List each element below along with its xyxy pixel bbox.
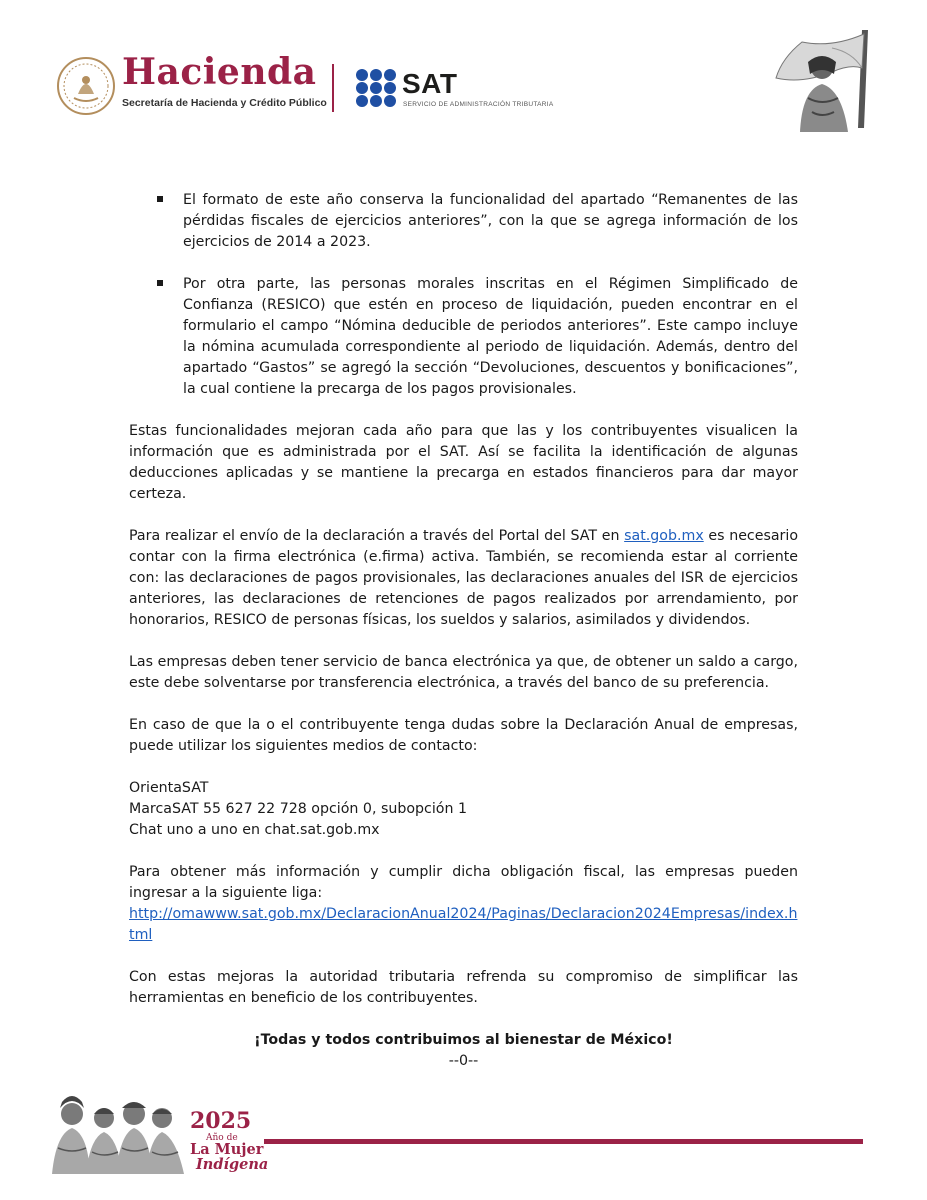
paragraph-banking: Las empresas deben tener servicio de banca electrónica ya que, de obtener un saldo a cargo, este debe solventarse por transferencia electrónica, a través del banco de su preferencia. [129, 654, 798, 691]
contact-chat: Chat uno a uno en chat.sat.gob.mx [129, 822, 380, 838]
logo-divider [332, 64, 334, 112]
slogan: ¡Todas y todos contribuimos al bienestar de México! [254, 1032, 673, 1048]
indigenous-women-illustration-icon [48, 1088, 188, 1174]
year-logo-subtitle: Año de [206, 1133, 238, 1143]
paragraph-portal: Para realizar el envío de la declaración a través del Portal del SAT en sat.gob.mx es necesario contar con la firma electrónica (e.firma) activa. También, se recomienda estar al corriente con: las declaraciones de pagos provisionales, las declaraciones anuales del ISR de ejercicios anteriores, las declaraciones de retenciones de pagos realizados por arrendamiento, por honorarios, RESICO de personas físicas, los sueldos y salarios, asimilados y dividendos. [129, 528, 799, 628]
year-logo-line3: Indígena [196, 1156, 269, 1173]
letterhead [0, 0, 927, 150]
sat-logo-title: SAT [402, 68, 458, 99]
declaracion-anual-link[interactable]: http://omawww.sat.gob.mx/DeclaracionAnual2024/Paginas/Declaracion2024Empresas/index.html [129, 906, 798, 943]
sat-logo-icon [355, 68, 397, 108]
woman-with-flag-illustration-icon [772, 28, 874, 134]
link-paragraph [129, 904, 798, 946]
year-logo-number: 2025 [190, 1108, 252, 1134]
end-mark: --0-- [448, 1053, 479, 1069]
year-logo-line2: La Mujer [190, 1141, 264, 1158]
list-item: El formato de este año conserva la funcionalidad del apartado “Remanentes de las pérdidas fiscales de ejercicios anteriores”, con la que se agrega información de los ejercicios de 2014 a 2023. [129, 190, 798, 253]
sat-portal-link[interactable]: sat.gob.mx [624, 528, 704, 544]
paragraph-contact-intro: En caso de que la o el contribuyente tenga dudas sobre la Declaración Anual de empresas, puede utilizar los siguientes medios de contacto: [129, 717, 798, 754]
paragraph-commitment: Con estas mejoras la autoridad tributaria refrenda su compromiso de simplificar las herramientas en beneficio de los contribuyentes. [129, 969, 798, 1006]
contact-orientasat: OrientaSAT [129, 780, 209, 796]
national-seal-icon [56, 56, 116, 116]
sat-logo-subtitle: SERVICIO DE ADMINISTRACIÓN TRIBUTARIA [403, 101, 554, 108]
contact-marcasat: MarcaSAT 55 627 22 728 opción 0, subopción 1 [129, 801, 467, 817]
hacienda-logo-title: Hacienda [122, 51, 317, 93]
paragraph-more-info: Para obtener más información y cumplir dicha obligación fiscal, las empresas pueden ingresar a la siguiente liga: [129, 864, 798, 901]
footer-rule [264, 1139, 863, 1144]
list-item: Por otra parte, las personas morales inscritas en el Régimen Simplificado de Confianza (RESICO) que estén en proceso de liquidación, pueden encontrar en el formulario el campo “Nómina deducible de periodos anteriores”. Este campo incluye la nómina acumulada correspondiente al periodo de liquidación. Además, dentro del apartado “Gastos” se agregó la sección “Devoluciones, descuentos y bonificaciones”, la cual contiene la precarga de los pagos provisionales. [129, 274, 798, 400]
bullet-square-icon [157, 280, 163, 286]
bullet-list [129, 190, 798, 400]
press-release-body [129, 190, 798, 1072]
bullet-square-icon [157, 196, 163, 202]
paragraph-functionalities: Estas funcionalidades mejoran cada año para que las y los contribuyentes visualicen la información que es administrada por el SAT. Así se facilita la identificación de algunas deducciones aplicadas y se mantiene la precarga en estados financieros para dar mayor certeza. [129, 423, 798, 502]
hacienda-logo-subtitle: Secretaría de Hacienda y Crédito Público [122, 97, 327, 109]
